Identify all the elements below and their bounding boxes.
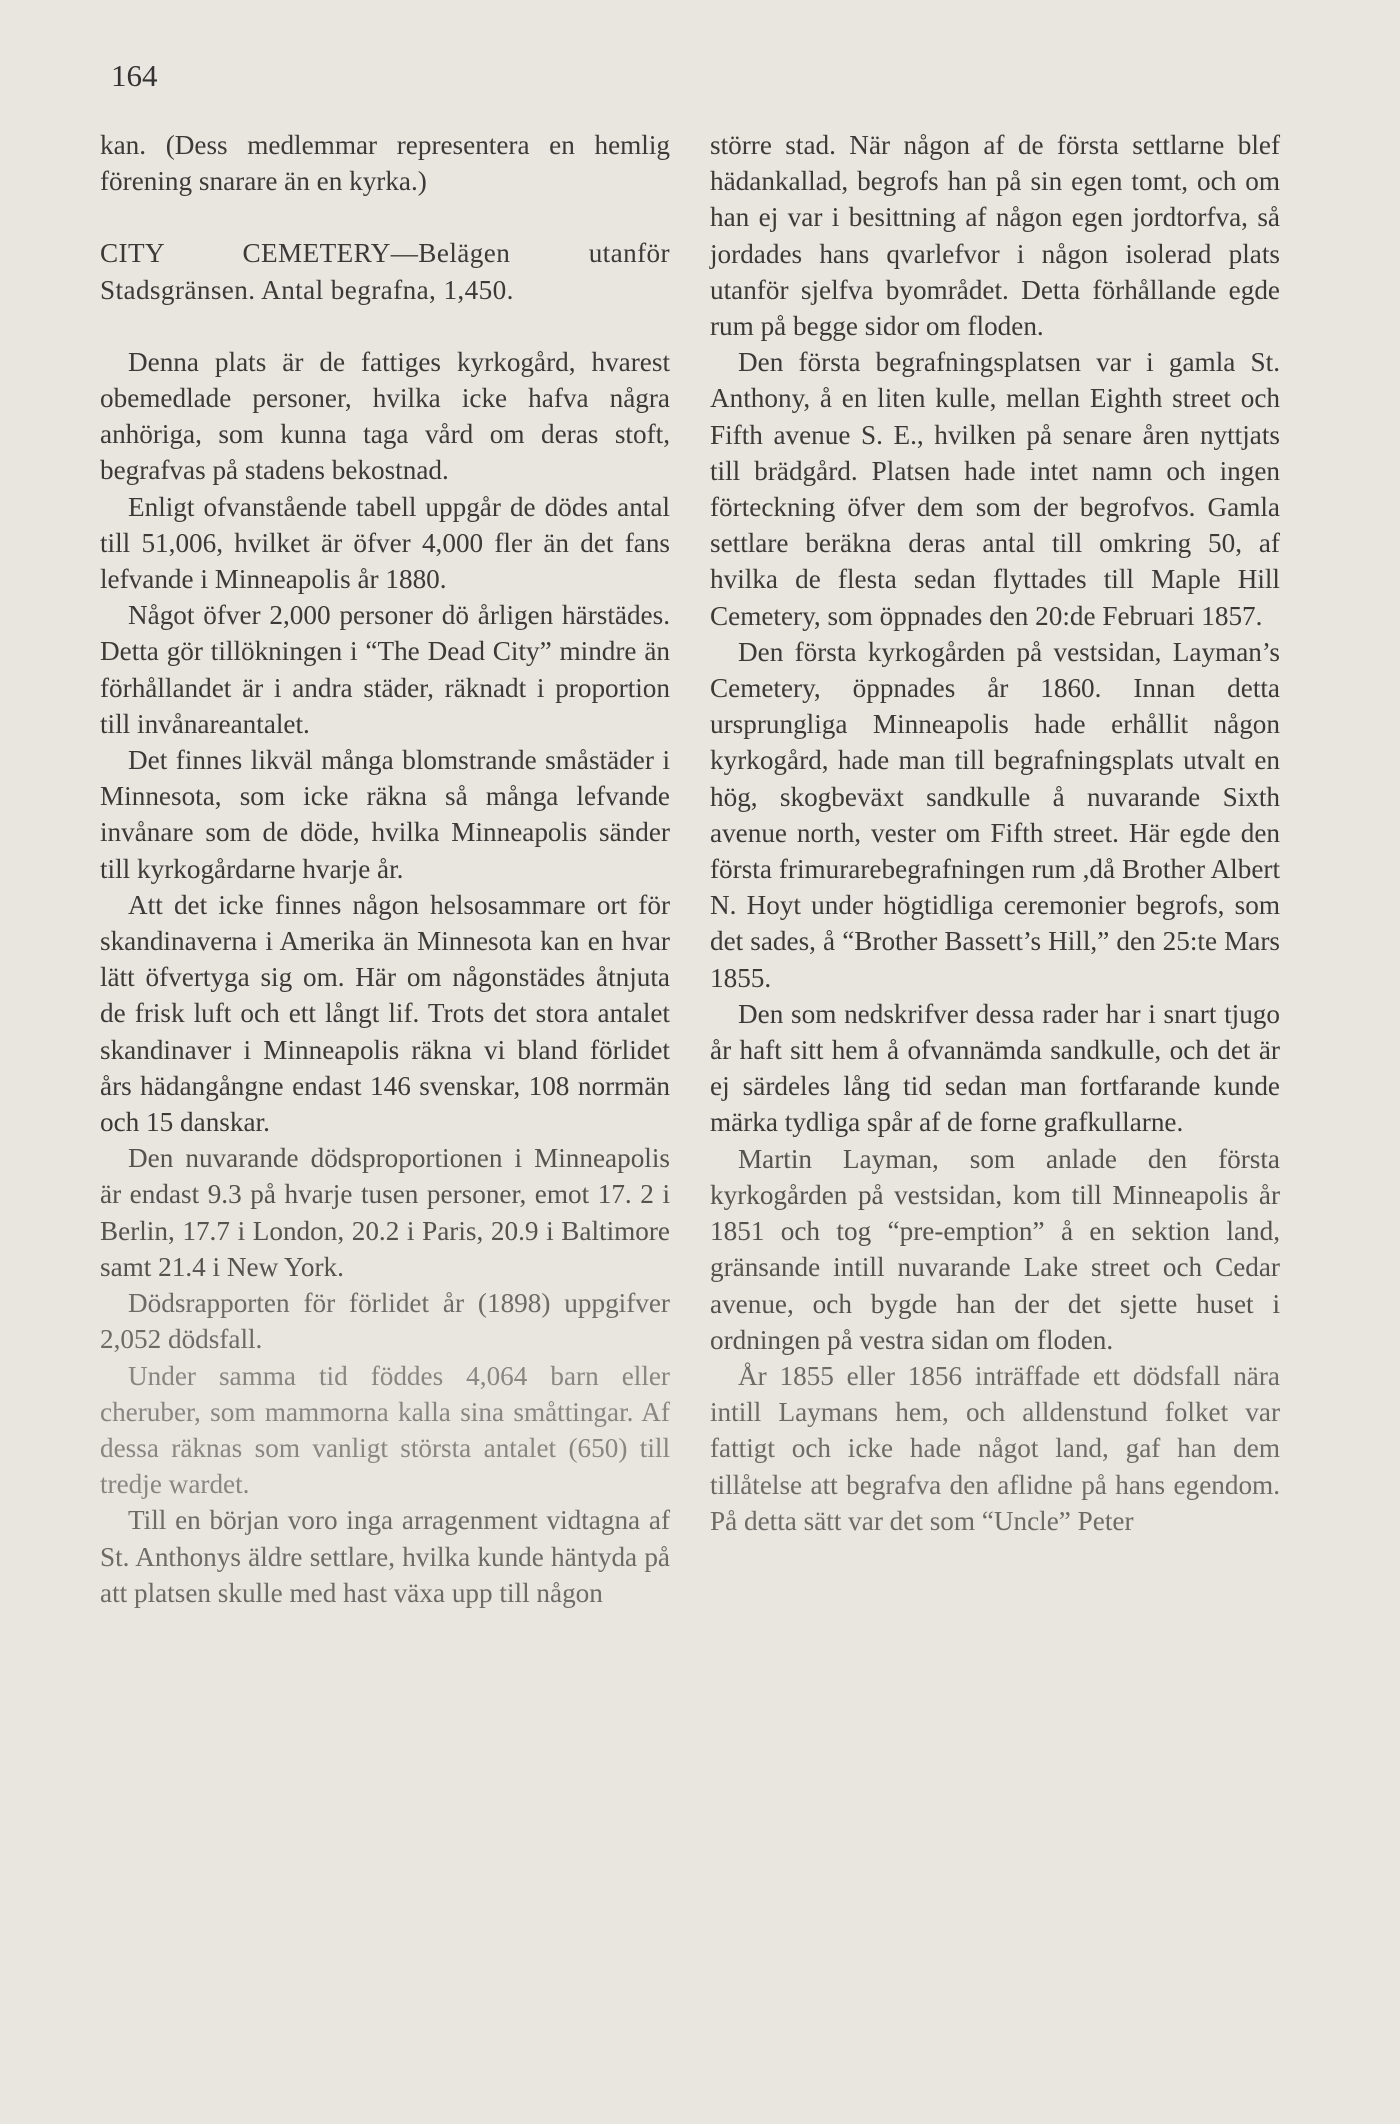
paragraph: Att det icke finnes någon helsosammare ort för skandinaverna i Amerika än Minnesota kan en hvar lätt öfvertyga sig om. Här om någonstädes åtnjuta de frisk luft och ett långt lif. Trots det stora antalet skandinaver i Minneapolis räkna vi bland förlidet års hädangångne endast 146 svenskar, 108 norrmän och 15 danskar.	[100, 889, 670, 1138]
city-cemetery-entry: CITY CEMETERY—Belägen utanför Stadsgränsen. Antal begrafna, 1,450.	[100, 238, 670, 305]
paragraph: År 1855 eller 1856 inträffade ett dödsfall nära intill Laymans hem, och alldenstund folket var fattigt och icke hade något land, gaf han dem tillåtelse att begrafva den aflidne på hans egendom. På detta sätt var det som “Uncle” Peter	[710, 1360, 1280, 1536]
paragraph: Till en början voro inga arragenment vidtagna af St. Anthonys äldre settlare, hvilka kunde häntyda på att platsen skulle med hast växa upp till någon	[100, 1505, 670, 1608]
paragraph: större stad. När någon af de första settlarne blef hädankallad, begrofs han på sin egen tomt, och om han ej var i besittning af någon egen jordtorfva, så jordades hans qvarlefvor i någon isolerad plats utanför sjelfva byområdet. Detta förhållande egde rum på begge sidor om floden.	[710, 130, 1280, 342]
right-column	[710, 127, 1280, 1539]
paragraph: Något öfver 2,000 personer dö årligen härstädes. Detta gör tillökningen i “The Dead City” mindre än förhållandet är i andra städer, räknadt i proportion till invånareantalet.	[100, 600, 670, 739]
paragraph: Martin Layman, som anlade den första kyrkogården på vestsidan, kom till Minneapolis år 1851 och tog “pre-emption” å en sektion land, gränsande intill nuvarande Lake street och Cedar avenue, och bygde han der det sjette huset i ordningen på vestra sidan om floden.	[710, 1143, 1280, 1355]
paragraph: Enligt ofvanstående tabell uppgår de dödes antal till 51,006, hvilket är öfver 4,000 fler än det fans lefvande i Minneapolis år 1880.	[100, 491, 670, 595]
paragraph: Under samma tid föddes 4,064 barn eller cheruber, som mammorna kalla sina småttingar. Af dessa räknas som vanligt största antalet (650) till tredje wardet.	[100, 1360, 670, 1500]
paragraph: Dödsrapporten för förlidet år (1898) uppgifver 2,052 dödsfall.	[100, 1288, 670, 1355]
paragraph: Den första begrafningsplatsen var i gamla St. Anthony, å en liten kulle, mellan Eighth street och Fifth avenue S. E., hvilken på senare åren nyttjats till brädgård. Platsen hade intet namn och ingen förteckning öfver dem som der begrofvos. Gamla settlare beräkna deras antal till omkring 50, af hvilka de flesta sedan flyttades till Maple Hill Cemetery, som öppnades den 20:de Februari 1857.	[710, 347, 1280, 631]
page-number: 164	[111, 58, 158, 93]
paragraph: kan. (Dess medlemmar representera en hemlig förening snarare än en kyrka.)	[100, 130, 670, 197]
paragraph: Denna plats är de fattiges kyrkogård, hvarest obemedlade personer, hvilka icke hafva några anhöriga, som kunna taga vård om deras stoft, begrafvas på stadens bekostnad.	[100, 346, 670, 486]
left-column	[100, 127, 670, 1611]
paragraph: Det finnes likväl många blomstrande småstäder i Minnesota, som icke räkna så många lefvande invånare som de döde, hvilka Minneapolis sänder till kyrkogårdarne hvarje år.	[100, 745, 670, 884]
paragraph: Den som nedskrifver dessa rader har i snart tjugo år haft sitt hem å ofvannämda sandkulle, och det är ej särdeles lång tid sedan man fortfarande kunde märka tydliga spår af de forne grafkullarne.	[710, 998, 1280, 1138]
paragraph: Den nuvarande dödsproportionen i Minneapolis är endast 9.3 på hvarje tusen personer, emot 17. 2 i Berlin, 17.7 i London, 20.2 i Paris, 20.9 i Baltimore samt 21.4 i New York.	[100, 1143, 670, 1282]
paragraph: Den första kyrkogården på vestsidan, Layman’s Cemetery, öppnades år 1860. Innan detta ursprungliga Minneapolis hade erhållit någon kyrkogård, hade man till begrafningsplats utvalt en hög, skogbeväxt sandkulle å nuvarande Sixth avenue north, vester om Fifth street. Här egde den första frimurarebegrafningen rum ,då Brother Albert N. Hoyt under högtidliga ceremonier begrofs, som det sades, å “Brother Bassett’s Hill,” den 25:te Mars 1855.	[710, 636, 1280, 993]
